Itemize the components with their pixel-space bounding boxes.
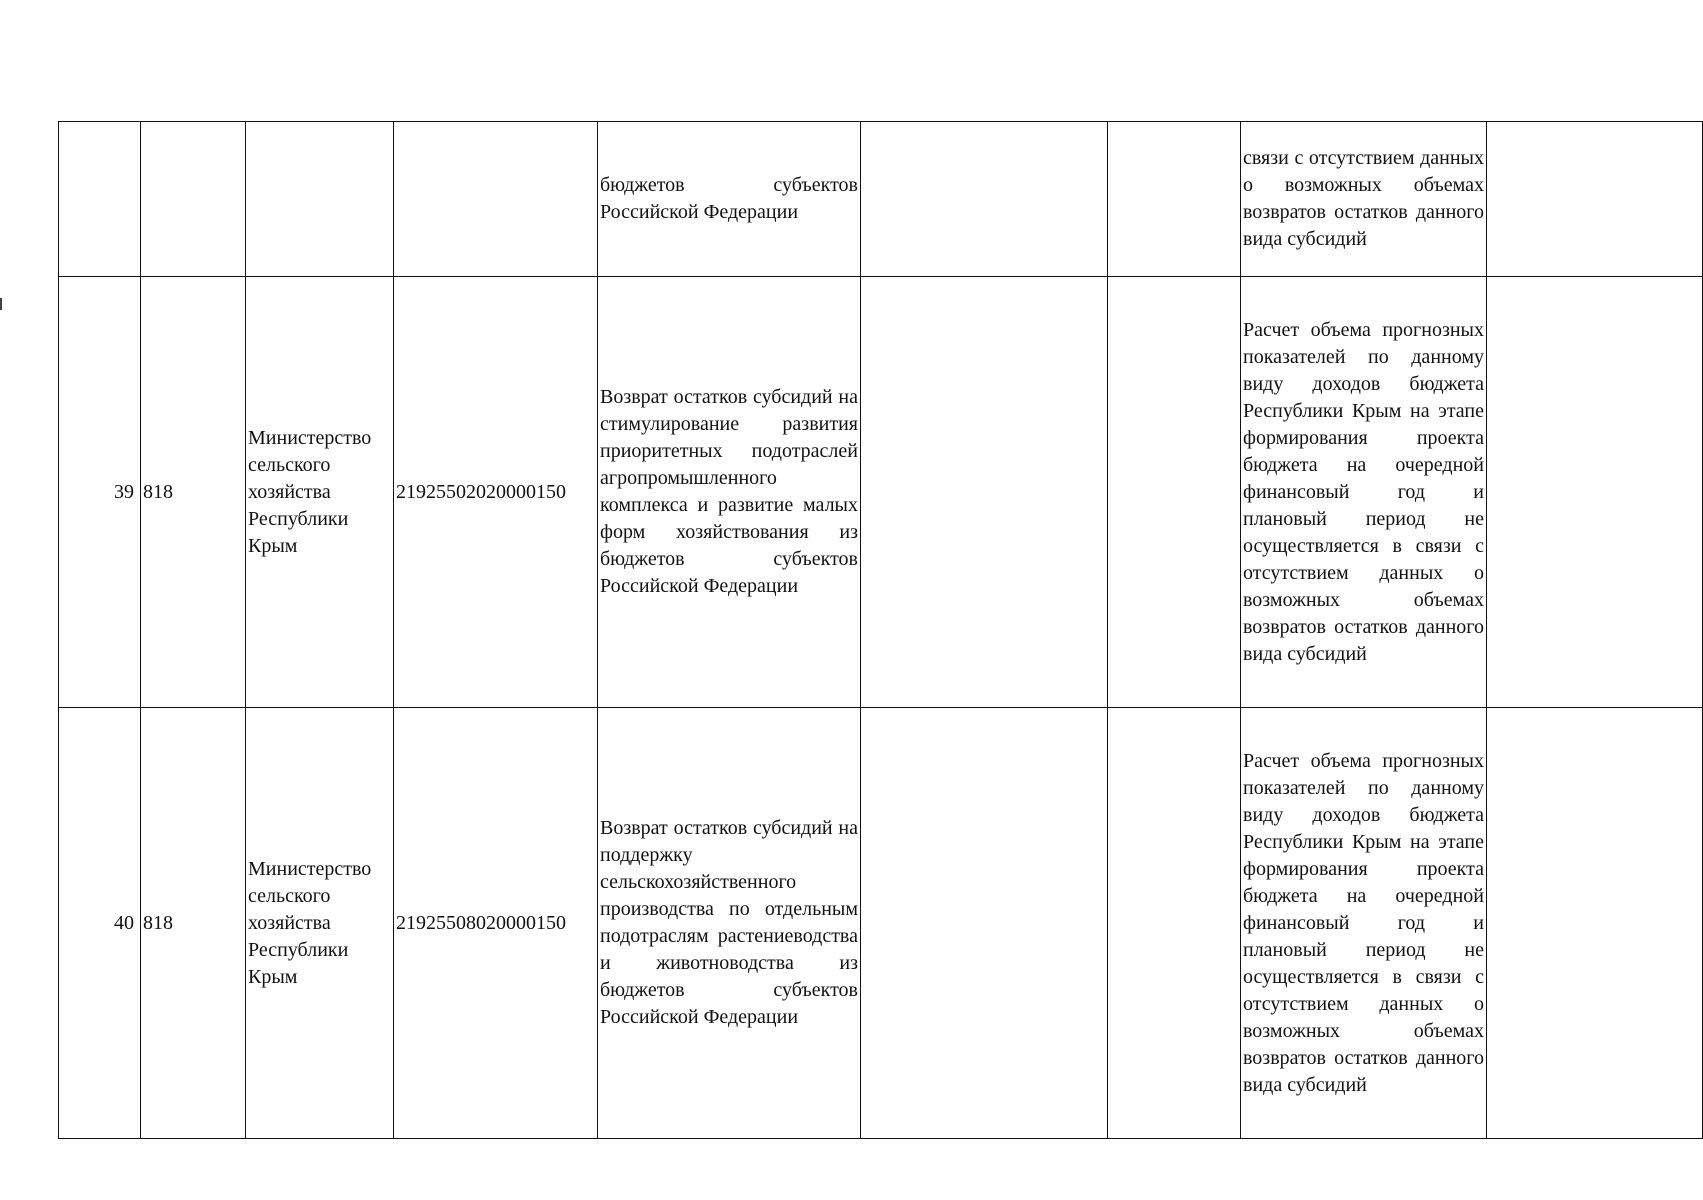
table-row bbox=[59, 708, 1703, 1139]
empty-cell bbox=[1108, 277, 1241, 708]
table-row bbox=[59, 122, 1703, 277]
empty-cell bbox=[1487, 277, 1703, 708]
empty-cell bbox=[1487, 122, 1703, 277]
administrator-cell bbox=[246, 122, 394, 277]
admin-code-cell bbox=[141, 122, 246, 277]
administrator-cell: Министерство сельского хозяйства Республики Крым bbox=[246, 708, 394, 1139]
empty-cell bbox=[861, 708, 1108, 1139]
revenue-name-cell: Возврат остатков субсидий на стимулирование развития приоритетных подотраслей агропромышленного комплекса и развитие малых форм хозяйствования из бюджетов субъектов Российской Федерации bbox=[598, 277, 861, 708]
row-number-cell: 40 bbox=[59, 708, 141, 1139]
empty-cell bbox=[1108, 708, 1241, 1139]
administrator-cell: Министерство сельского хозяйства Республики Крым bbox=[246, 277, 394, 708]
empty-cell bbox=[861, 122, 1108, 277]
admin-code-cell: 818 bbox=[141, 708, 246, 1139]
method-note-cell: Расчет объема прогнозных показателей по данному виду доходов бюджета Республики Крым на этапе формирования проекта бюджета на очередной финансовый год и плановый период не осуществляется в связи с отсутствием данных о возможных объемах возвратов остатков данного вида субсидий bbox=[1241, 277, 1487, 708]
kbk-code-cell: 21925508020000150 bbox=[394, 708, 598, 1139]
method-note-cell: связи с отсутствием данных о возможных объемах возвратов остатков данного вида субсидий bbox=[1241, 122, 1487, 277]
table-row bbox=[59, 277, 1703, 708]
admin-code-cell: 818 bbox=[141, 277, 246, 708]
method-note-cell: Расчет объема прогнозных показателей по данному виду доходов бюджета Республики Крым на этапе формирования проекта бюджета на очередной финансовый год и плановый период не осуществляется в связи с отсутствием данных о возможных объемах возвратов остатков данного вида субсидий bbox=[1241, 708, 1487, 1139]
kbk-code-cell bbox=[394, 122, 598, 277]
row-number-cell: 39 bbox=[59, 277, 141, 708]
revenue-name-cell: Возврат остатков субсидий на поддержку сельскохозяйственного производства по отдельным подотраслям растениеводства и животноводства из бюджетов субъектов Российской Федерации bbox=[598, 708, 861, 1139]
scan-edge-mark bbox=[0, 298, 2, 310]
empty-cell bbox=[1108, 122, 1241, 277]
revenue-name-cell: бюджетов субъектов Российской Федерации bbox=[598, 122, 861, 277]
kbk-code-cell: 21925502020000150 bbox=[394, 277, 598, 708]
empty-cell bbox=[861, 277, 1108, 708]
row-number-cell bbox=[59, 122, 141, 277]
empty-cell bbox=[1487, 708, 1703, 1139]
revenue-forecast-table bbox=[58, 121, 1703, 1139]
